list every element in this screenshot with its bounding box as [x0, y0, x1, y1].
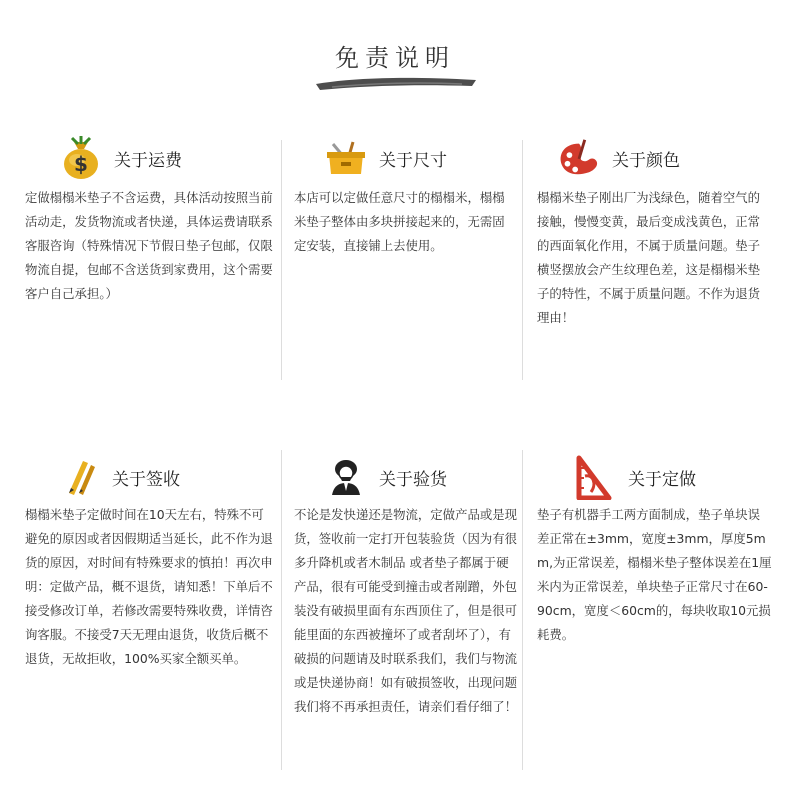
section-header-color	[556, 136, 680, 180]
inspector-icon	[323, 454, 369, 500]
section-header-custom	[572, 455, 696, 499]
section-title: 关于签收	[112, 469, 180, 490]
section-header-inspection	[323, 455, 447, 499]
page-title: 免责说明	[335, 44, 455, 72]
ruler-triangle-icon	[572, 454, 618, 500]
section-text-custom: 垫子有机器手工两方面制成，垫子单块误差正常在±3mm，宽度±3mm，厚度5mm,为正常误差，榻榻米垫子整体误差在1厘米内为正常误差，单块垫子正常尺寸在60-90cm，宽度＜60cm的，每块收取10元损耗费。	[537, 507, 772, 642]
section-title: 关于颜色	[612, 150, 680, 171]
paint-palette-icon	[556, 135, 602, 181]
brush-stroke-divider	[312, 72, 480, 94]
column-divider	[522, 140, 523, 380]
column-divider	[522, 450, 523, 770]
money-bag-icon	[58, 135, 104, 181]
toolbox-icon	[323, 135, 369, 181]
section-header-signing	[56, 455, 180, 499]
section-title: 关于验货	[379, 469, 447, 490]
column-divider	[281, 450, 282, 770]
column-divider	[281, 140, 282, 380]
section-text-size: 本店可以定做任意尺寸的榻榻米，榻榻米垫子整体由多块拼接起来的，无需固定安装，直接铺上去使用。	[294, 190, 505, 253]
section-text-inspection: 不论是发快递还是物流，定做产品或是现货，签收前一定打开包装验货（因为有很多升降机或者木制品 或者垫子都属于硬产品，很有可能受到撞击或者剐蹭，外包装没有破损里面有东西顶住了，但是很可能里面的东西被撞坏了或者刮坏了），有破损的问题请及时联系我们，我们与物流或是快递协商！如有破损签收，出现问题我们将不再承担责任，请亲们看仔细了！	[294, 507, 518, 714]
section-text-signing: 榻榻米垫子定做时间在10天左右，特殊不可避免的原因或者因假期适当延长，此不作为退货的原因，对时间有特殊要求的慎拍！再次申明：定做产品，概不退货，请知悉！下单后不接受修改订单，若修改需要特殊收费，详情咨询客服。不接受7天无理由退货，收货后概不退货，无故拒收，100%买家全额买单。	[25, 507, 273, 666]
pens-icon	[56, 454, 102, 500]
svg-text:$: $	[74, 152, 88, 176]
section-text-shipping: 定做榻榻米垫子不含运费，具体活动按照当前活动走，发货物流或者快递，具体运费请联系客服咨询（特殊情况下节假日垫子包邮，仅限物流自提，包邮不含送货到家费用，这个需要客户自己承担。）	[25, 190, 273, 301]
section-text-color: 榻榻米垫子刚出厂为浅绿色，随着空气的接触，慢慢变黄，最后变成浅黄色，正常的西面氧化作用，不属于质量问题。垫子横竖摆放会产生纹理色差，这是榻榻米垫子的特性，不属于质量问题。不作为退货理由！	[537, 190, 761, 325]
section-header-shipping	[58, 136, 182, 180]
section-title: 关于定做	[628, 469, 696, 490]
section-title: 关于尺寸	[379, 150, 447, 171]
section-header-size	[323, 136, 447, 180]
section-title: 关于运费	[114, 150, 182, 171]
